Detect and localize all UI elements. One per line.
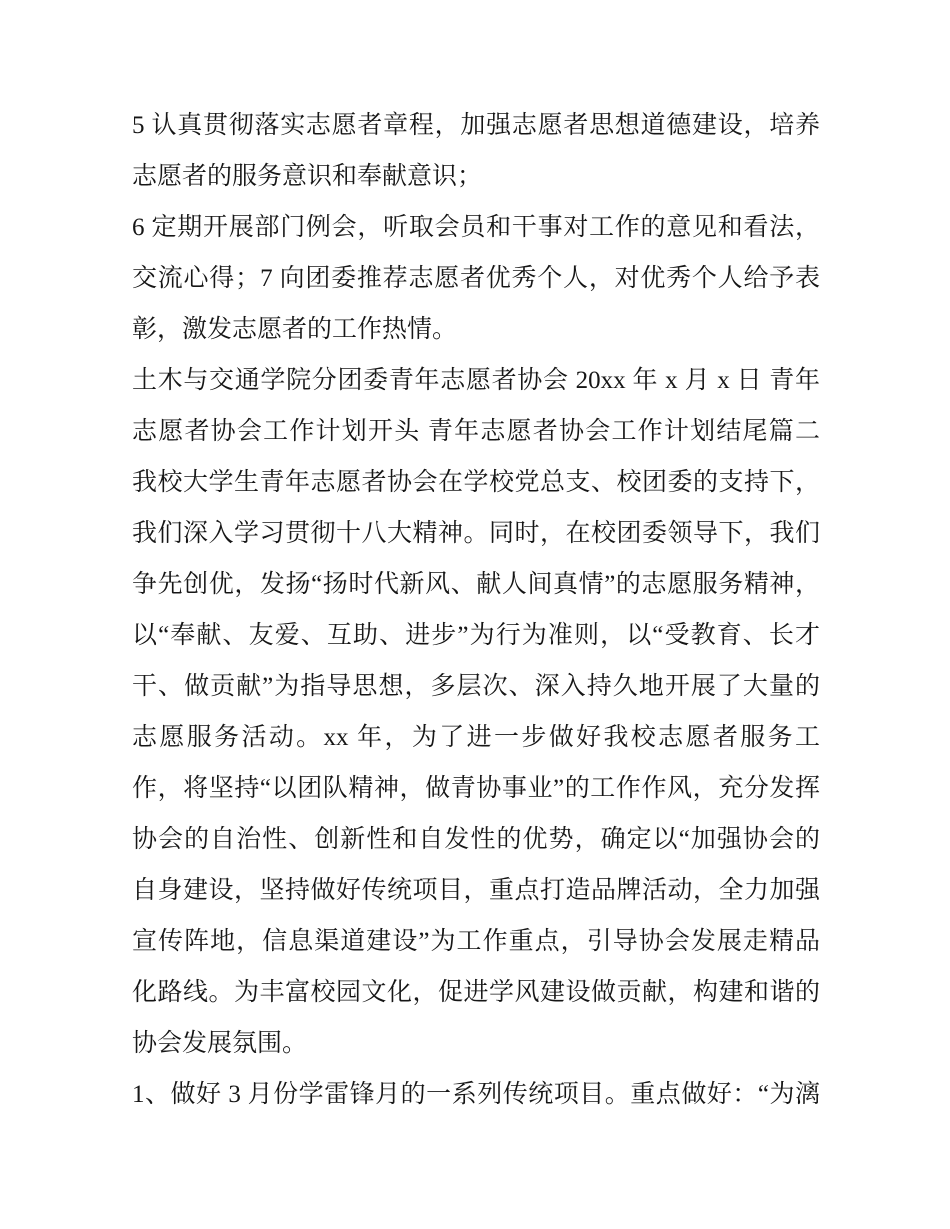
text-line: 干、做贡献”为指导思想，多层次、深入持久地开展了大量的 bbox=[132, 673, 820, 700]
text-line: 5 认真贯彻落实志愿者章程，加强志愿者思想道德建设，培养 bbox=[132, 112, 820, 139]
text-line: 我们深入学习贯彻十八大精神。同时，在校团委领导下，我们 bbox=[132, 520, 820, 547]
text-line: 交流心得；7 向团委推荐志愿者优秀个人，对优秀个人给予表 bbox=[132, 265, 820, 292]
text-line: 志愿者的服务意识和奉献意识； bbox=[132, 163, 483, 190]
text-line: 协会发展氛围。 bbox=[132, 1030, 308, 1057]
text-line: 作，将坚持“以团队精神，做青协事业”的工作作风，充分发挥 bbox=[132, 775, 820, 802]
text-line: 彰，激发志愿者的工作热情。 bbox=[132, 316, 458, 343]
text-line: 土木与交通学院分团委青年志愿者协会 20xx 年 x 月 x 日 青年 bbox=[132, 367, 820, 394]
document-text-block bbox=[132, 100, 820, 1120]
text-line: 6 定期开展部门例会，听取会员和干事对工作的意见和看法， bbox=[132, 214, 820, 241]
text-line: 以“奉献、友爱、互助、进步”为行为准则，以“受教育、长才 bbox=[132, 622, 820, 649]
text-line: 自身建设，坚持做好传统项目，重点打造品牌活动，全力加强 bbox=[132, 877, 820, 904]
text-line: 我校大学生青年志愿者协会在学校党总支、校团委的支持下， bbox=[132, 469, 820, 496]
text-line: 志愿者协会工作计划开头 青年志愿者协会工作计划结尾篇二 bbox=[132, 418, 820, 445]
text-line: 争先创优，发扬“扬时代新风、献人间真情”的志愿服务精神， bbox=[132, 571, 820, 598]
text-line: 1、做好 3 月份学雷锋月的一系列传统项目。重点做好：“为漓 bbox=[132, 1081, 820, 1108]
text-line: 志愿服务活动。xx 年，为了进一步做好我校志愿者服务工 bbox=[132, 724, 820, 751]
text-line: 化路线。为丰富校园文化，促进学风建设做贡献，构建和谐的 bbox=[132, 979, 820, 1006]
text-line: 宣传阵地，信息渠道建设”为工作重点，引导协会发展走精品 bbox=[132, 928, 820, 955]
text-line: 协会的自治性、创新性和自发性的优势，确定以“加强协会的 bbox=[132, 826, 820, 853]
